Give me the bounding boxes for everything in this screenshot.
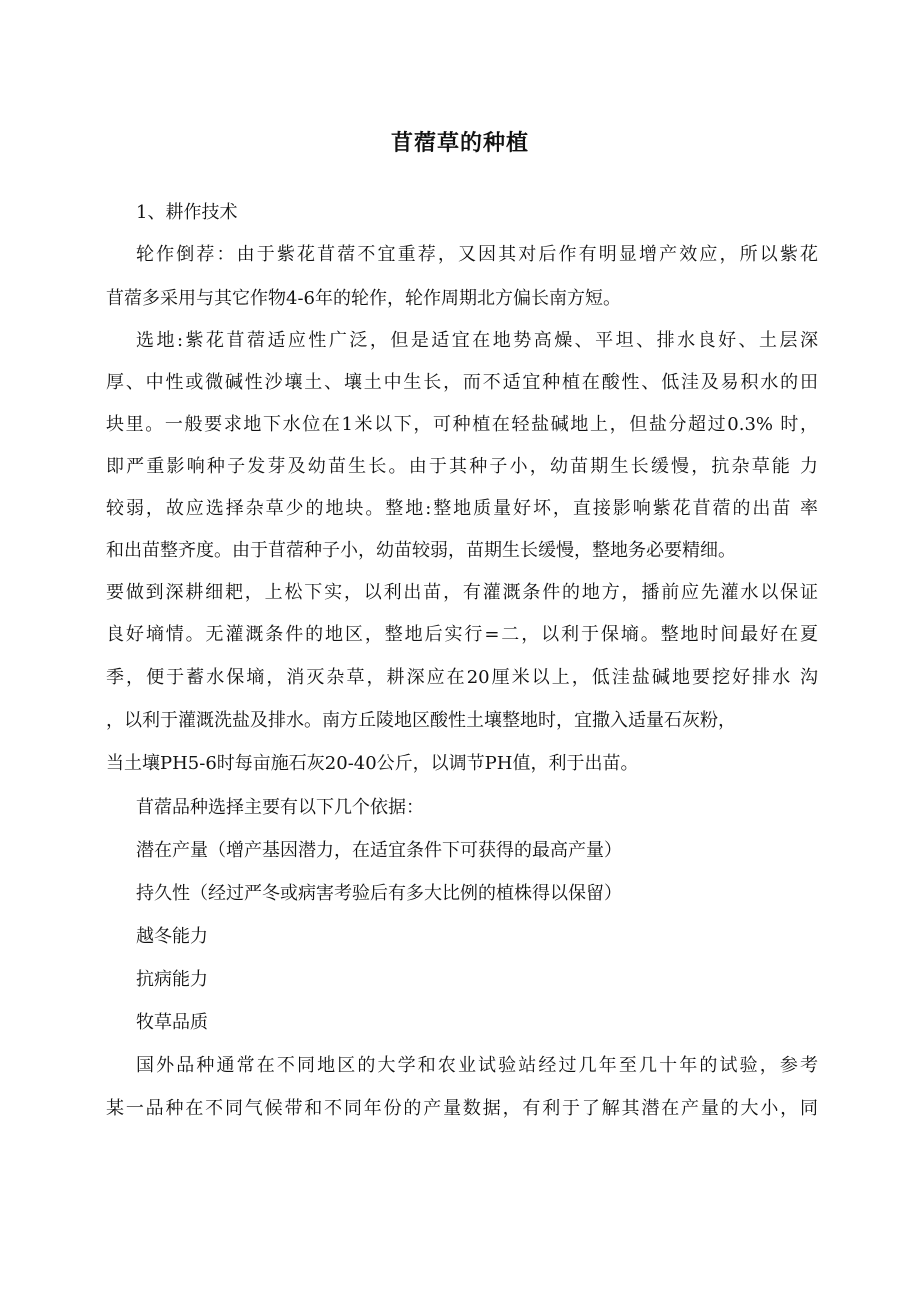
paragraph-line: 苜蓿多采用与其它作物4-6年的轮作，轮作周期北方偏长南方短。 — [106, 288, 621, 309]
paragraph-line: 即严重影响种子发芽及幼苗生长。由于其种子小，幼苗期生长缓慢，抗杂草能 力 — [106, 456, 818, 477]
paragraph-line: 块里。一般要求地下水位在1米以下，可种植在轻盐碱地上，但盐分超过0.3% 时， — [106, 414, 818, 435]
list-item: 抗病能力 — [136, 969, 208, 990]
paragraph-line: 要做到深耕细耙，上松下实，以利出苗，有灌溉条件的地方，播前应先灌水以保证 — [106, 582, 818, 603]
list-item: 牧草品质 — [136, 1012, 208, 1033]
paragraph-line: 良好墒情。无灌溉条件的地区，整地后实行=二，以利于保墒。整地时间最好在夏 — [106, 624, 818, 645]
paragraph-line: 国外品种通常在不同地区的大学和农业试验站经过几年至几十年的试验，参考 — [136, 1055, 818, 1076]
paragraph-line: 选地:紫花苜蓿适应性广泛，但是适宜在地势高燥、平坦、排水良好、土层深 — [136, 330, 818, 351]
paragraph-line: 某一品种在不同气候带和不同年份的产量数据，有利于了解其潜在产量的大小，同 — [106, 1098, 818, 1119]
paragraph-line: 季，便于蓄水保墒，消灭杂草，耕深应在20厘米以上，低洼盐碱地要挖好排水 沟 — [106, 667, 818, 688]
list-item: 持久性（经过严冬或病害考验后有多大比例的植株得以保留） — [136, 883, 622, 904]
section-heading-tillage: 1、耕作技术 — [136, 202, 238, 223]
list-item: 越冬能力 — [136, 926, 208, 947]
paragraph-line: 厚、中性或微碱性沙壤土、壤土中生长，而不适宜种植在酸性、低洼及易积水的田 — [106, 372, 818, 393]
paragraph-line: 和出苗整齐度。由于苜蓿种子小，幼苗较弱，苗期生长缓慢，整地务必要精细。 — [106, 540, 736, 561]
paragraph-line: 苜蓿品种选择主要有以下几个依据： — [136, 797, 424, 818]
page-title: 苜蓿草的种植 — [390, 131, 529, 156]
paragraph-line: ，以利于灌溉洗盐及排水。南方丘陵地区酸性土壤整地时，宜撒入适量石灰粉， — [106, 710, 736, 731]
paragraph-line: 轮作倒荐：由于紫花苜蓿不宜重荐，又因其对后作有明显增产效应，所以紫花 — [136, 244, 818, 265]
paragraph-line: 当土壤PH5-6时每亩施石灰20-40公斤，以调节PH值，利于出苗。 — [106, 753, 639, 774]
paragraph-line: 较弱，故应选择杂草少的地块。整地:整地质量好坏，直接影响紫花苜蓿的出苗 率 — [106, 498, 818, 519]
list-item: 潜在产量（增产基因潜力，在适宜条件下可获得的最高产量） — [136, 840, 622, 861]
